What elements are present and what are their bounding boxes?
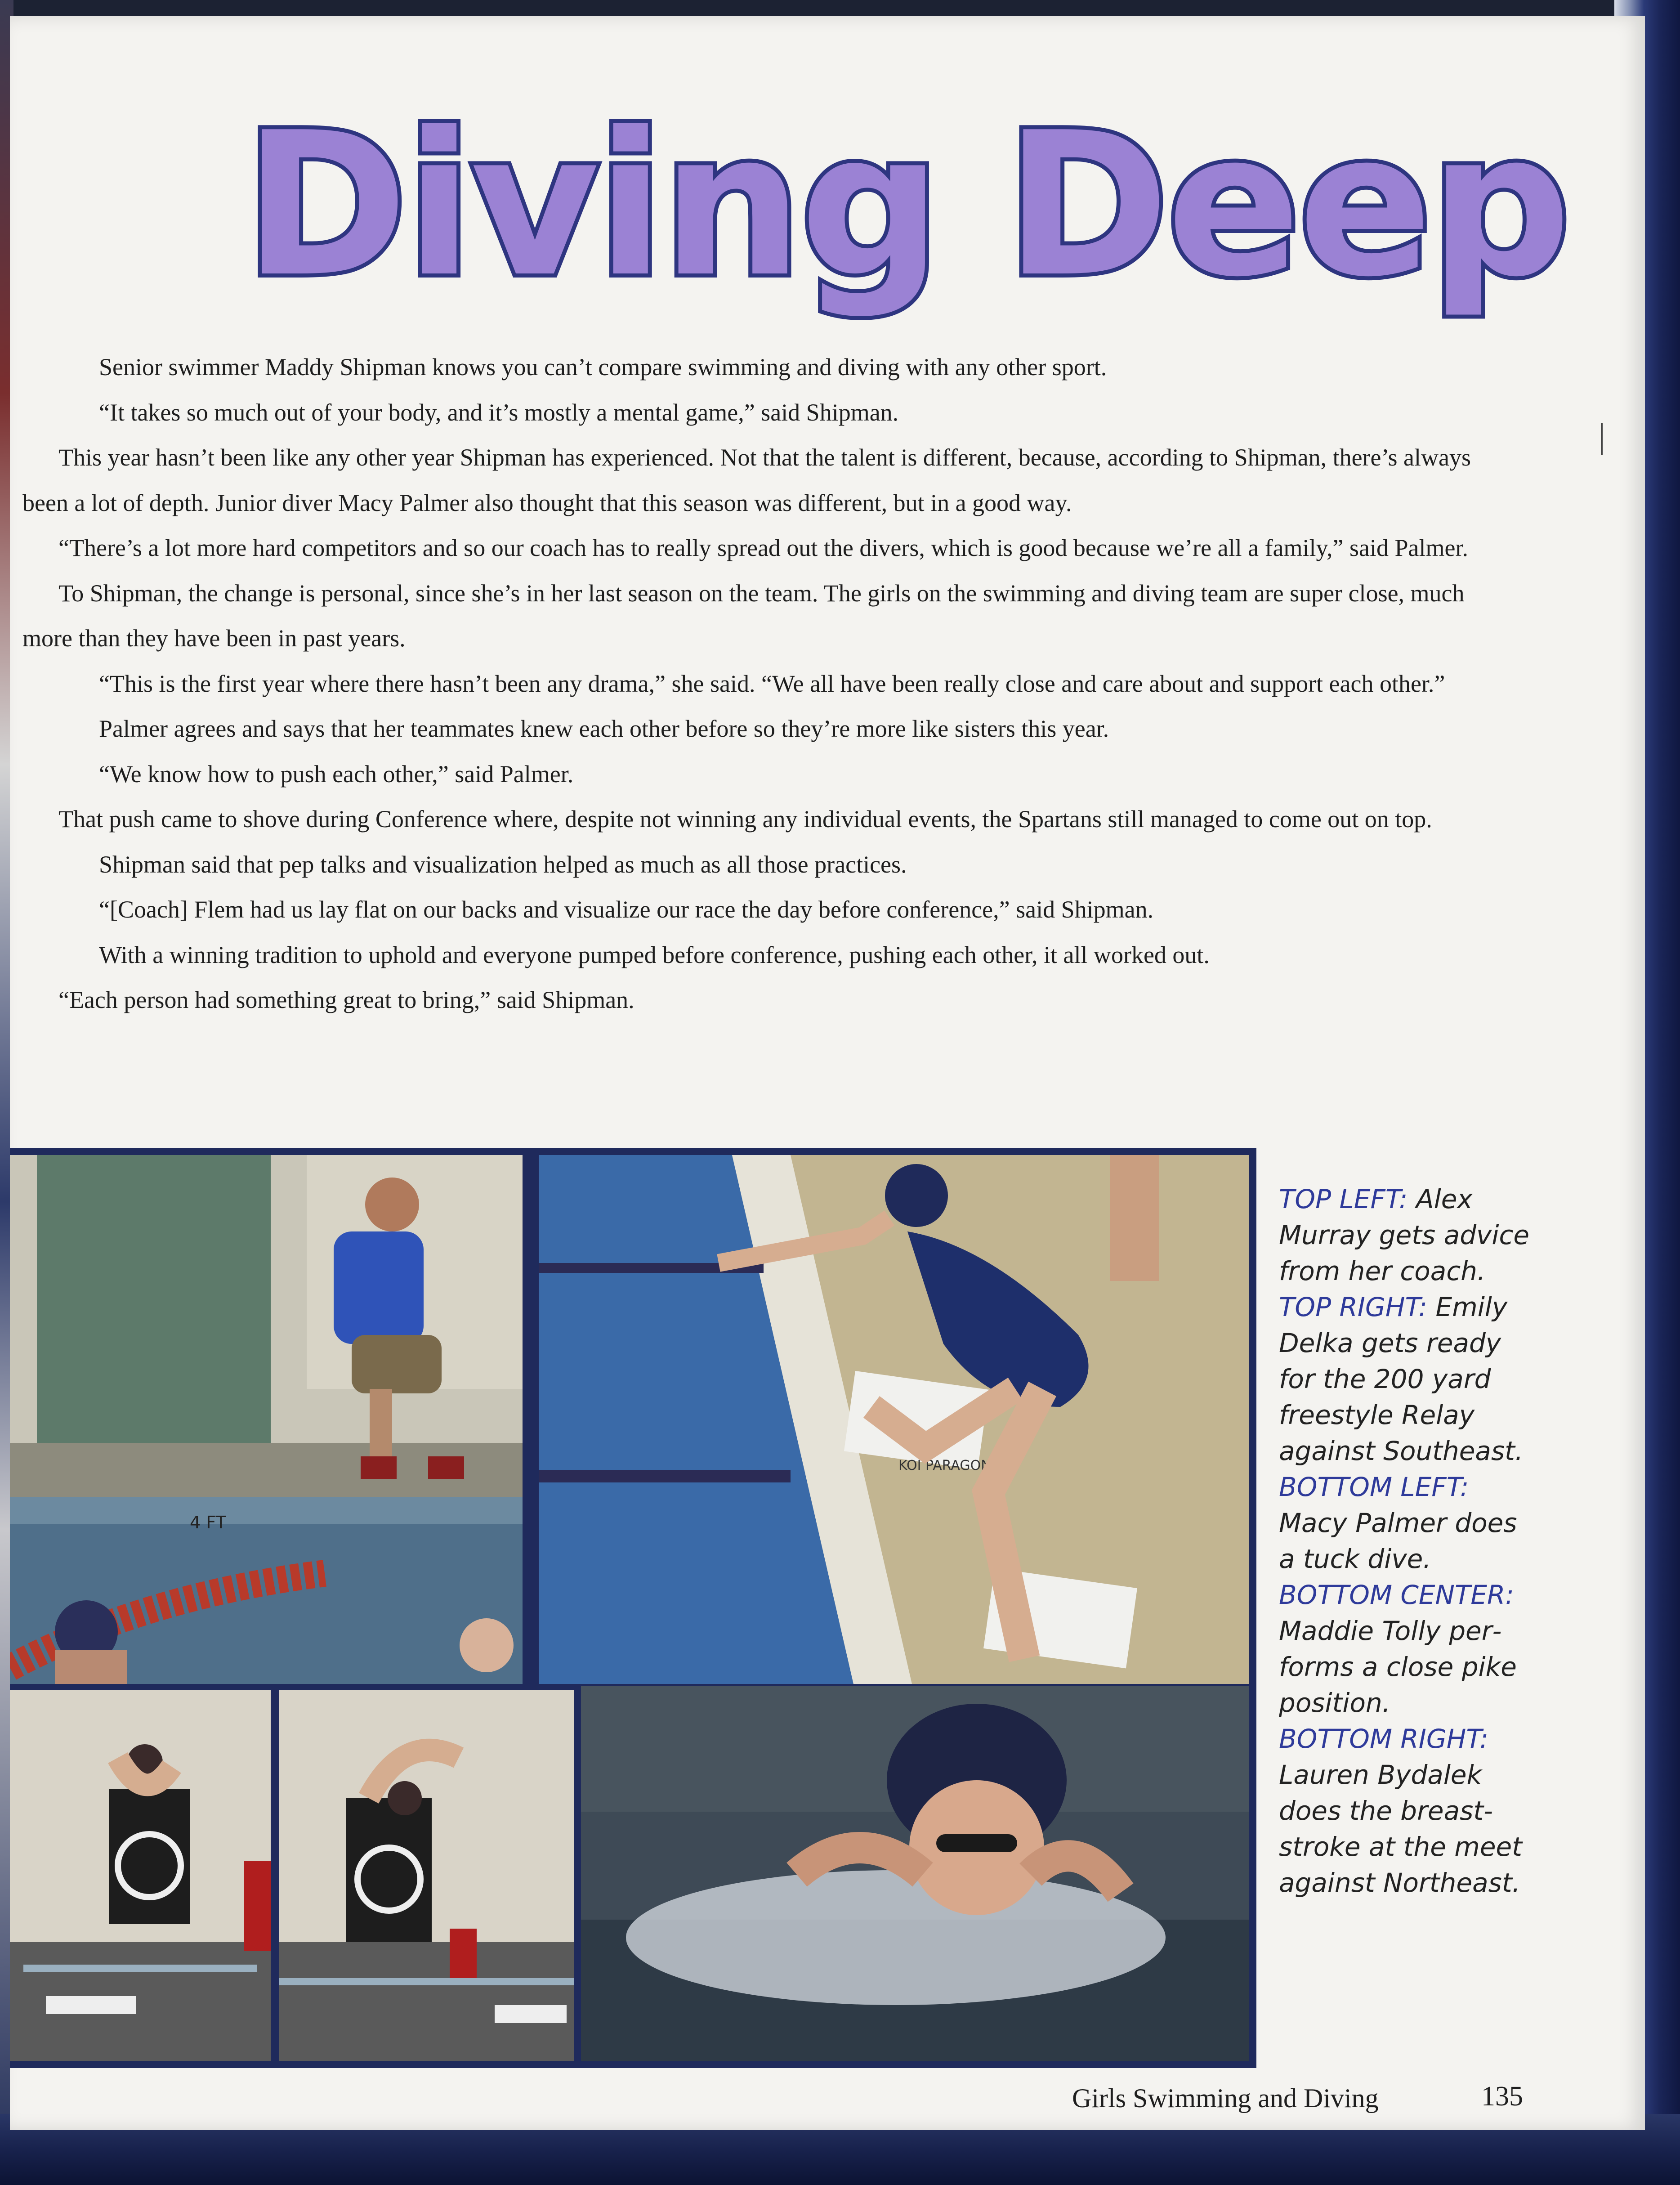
caption-bottom-right xyxy=(1279,1721,1531,1901)
pool-depth-marker: 4 FT xyxy=(190,1513,226,1532)
block-brand-label: KOI PARAGON xyxy=(898,1458,991,1473)
photo-bottom-center xyxy=(279,1690,574,2061)
breaststroke-image xyxy=(581,1686,1249,2061)
caption-label: TOP RIGHT: xyxy=(1279,1292,1428,1322)
caption-text: Lauren Bydalek does the breaststroke at the meet against Northeast. xyxy=(1279,1760,1522,1898)
article-paragraph: That push came to shove during Conference where, despite not winning any individual events, the Spartans still managed to come out on top. xyxy=(58,806,1432,833)
page-title: Diving Deep xyxy=(244,90,1569,320)
article-paragraph: This year hasn’t been like any other year Shipman has experienced. Not that the talent is different, because, according to Shipman, there’s always been a lot of depth. Junior diver Macy Palmer also thought that this season was different, but in a good way. xyxy=(22,444,1471,516)
caption-text: Alex Murray gets advice from her coach. xyxy=(1279,1184,1530,1286)
photo-bottom-left xyxy=(10,1690,271,2061)
caption-label: BOTTOM RIGHT: xyxy=(1279,1724,1489,1754)
coach-advice-image xyxy=(10,1155,523,1684)
article-body xyxy=(22,345,1520,1023)
photo-top-right xyxy=(539,1155,1249,1684)
footer-section-title: Girls Swimming and Diving xyxy=(1072,2083,1379,2113)
article-paragraph: Shipman said that pep talks and visualization helped as much as all those practices. xyxy=(99,851,907,878)
article-paragraph: “[Coach] Flem had us lay flat on our backs and visualize our race the day before conference,” said Shipman. xyxy=(99,896,1154,923)
photo-collage xyxy=(10,1148,1256,2068)
yearbook-page xyxy=(10,16,1645,2130)
article-paragraph: Senior swimmer Maddy Shipman knows you can’t compare swimming and diving with any other sport. xyxy=(99,354,1107,381)
caption-bottom-left xyxy=(1279,1469,1531,1577)
article-paragraph: “We know how to push each other,” said Palmer. xyxy=(99,760,574,788)
tuck-dive-image xyxy=(10,1690,271,2061)
pike-dive-image xyxy=(279,1690,574,2061)
caption-text: Emily Delka gets ready for the 200 yard freestyle Relay against Southeast. xyxy=(1279,1292,1524,1466)
article-paragraph: With a winning tradition to uphold and everyone pumped before conference, pushing each other, it all worked out. xyxy=(99,941,1210,968)
caption-label: TOP LEFT: xyxy=(1279,1184,1408,1214)
article-paragraph: To Shipman, the change is personal, since she’s in her last season on the team. The girls on the swimming and diving team are super close, much more than they have been in past years. xyxy=(22,579,1465,652)
article-paragraph: Palmer agrees and says that her teammates knew each other before so they’re more like sisters this year. xyxy=(99,715,1109,742)
caption-text: Macy Palmer does a tuck dive. xyxy=(1279,1508,1517,1574)
caption-label: BOTTOM LEFT: xyxy=(1279,1472,1469,1502)
photo-captions xyxy=(1279,1181,1531,1901)
article-paragraph: “It takes so much out of your body, and it’s mostly a mental game,” said Shipman. xyxy=(99,398,899,426)
photo-bottom-right xyxy=(581,1686,1249,2061)
caption-top-left xyxy=(1279,1181,1531,1289)
article-paragraph: “This is the first year where there hasn’t been any drama,” she said. “We all have been really close and care about and support each other.” xyxy=(99,670,1445,697)
photo-top-left xyxy=(10,1155,523,1684)
caption-text: Maddie Tolly performs a close pike position. xyxy=(1279,1616,1517,1718)
margin-mark xyxy=(1601,423,1603,455)
page-number: 135 xyxy=(1481,2081,1523,2112)
caption-label: BOTTOM CENTER: xyxy=(1279,1580,1514,1610)
article-paragraph: “There’s a lot more hard competitors and so our coach has to really spread out the divers, which is good because we’re all a family,” said Palmer. xyxy=(58,534,1468,561)
caption-top-right xyxy=(1279,1289,1531,1469)
swimmer-start-image xyxy=(539,1155,1249,1684)
article-paragraph: “Each person had something great to bring,” said Shipman. xyxy=(58,986,634,1013)
caption-bottom-center xyxy=(1279,1577,1531,1721)
